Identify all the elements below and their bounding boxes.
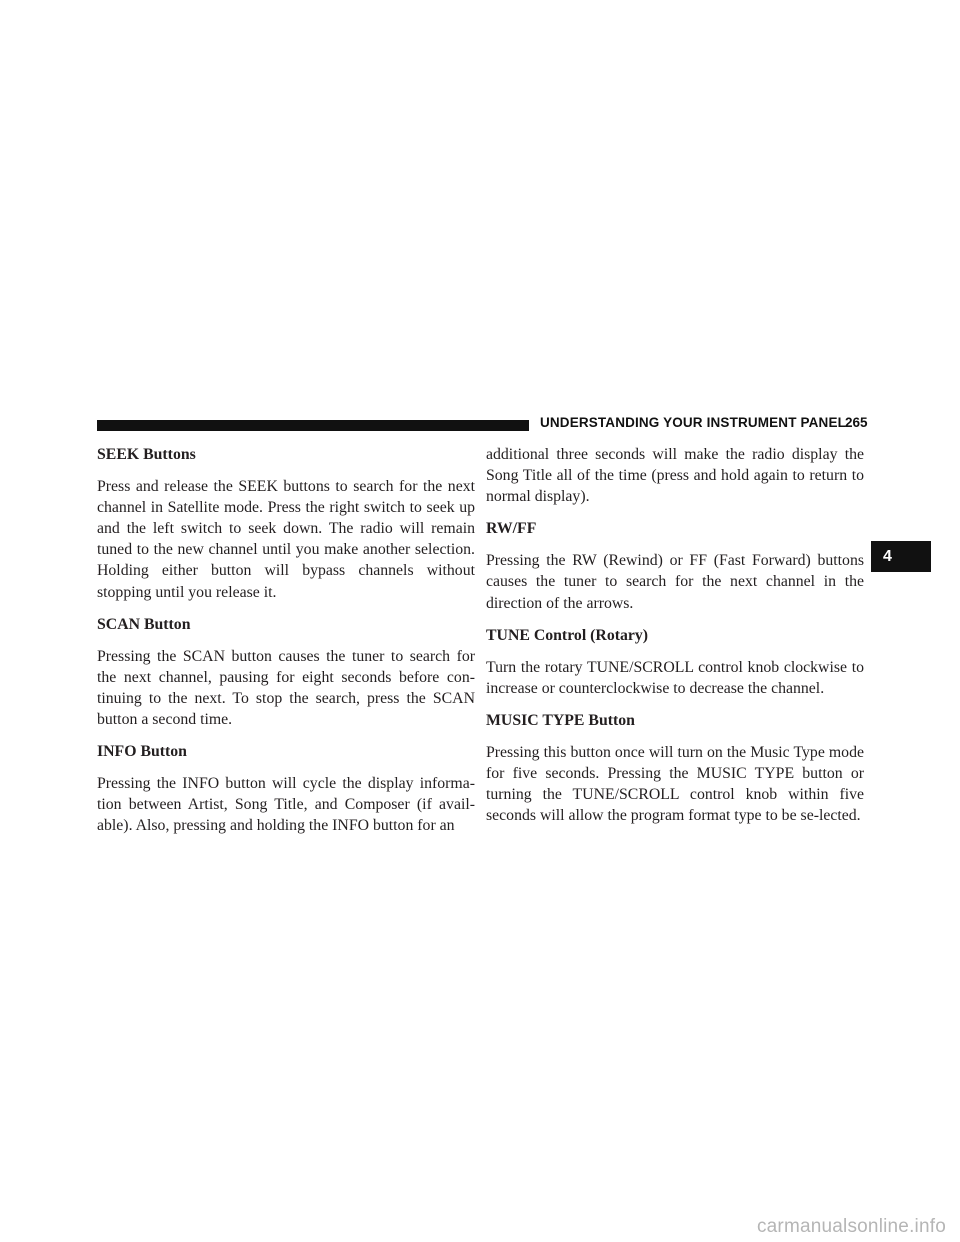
heading-music-type-button: MUSIC TYPE Button (486, 711, 635, 729)
paragraph-tune-control: Turn the rotary TUNE/SCROLL control knob clockwise to increase or counterclockwise to decrease the channel. (486, 658, 864, 697)
chapter-tab: 4 (871, 541, 931, 572)
header-rule (97, 420, 529, 431)
heading-seek-buttons: SEEK Buttons (97, 446, 196, 463)
paragraph-rw-ff: Pressing the RW (Rewind) or FF (Fast Forward) buttons causes the tuner to search for the next channel in the direction of the arrows. (486, 552, 864, 612)
heading-rw-ff: RW/FF (486, 520, 537, 538)
paragraph-seek-buttons: Press and release the SEEK buttons to search for the next channel in Satellite mode. Press the right switch to seek up and the left switch to seek down. The radio will remain tuned to the new channel until you make another selection. Holding either button will bypass channels without stopping until you release it. (97, 478, 475, 601)
heading-scan-button: SCAN Button (97, 615, 191, 633)
heading-info-button: INFO Button (97, 743, 187, 761)
watermark-text: carmanualsonline.info (756, 1216, 946, 1237)
heading-tune-control: TUNE Control (Rotary) (486, 626, 649, 644)
paragraph-info-button: Pressing the INFO button will cycle the display informa-tion between Artist, Song Title, and Composer (if avail-able). Also, pressing and holding the INFO button for an (97, 775, 475, 835)
left-column (97, 444, 475, 848)
page-number: 265 (845, 415, 868, 430)
paragraph-scan-button: Pressing the SCAN button causes the tuner to search for the next channel, pausing for eight seconds before con-tinuing to the next. To stop the search, press the SCAN button a second time. (97, 647, 475, 729)
right-column (486, 444, 864, 837)
paragraph-music-type-button: Pressing this button once will turn on the Music Type mode for five seconds. Pressing the MUSIC TYPE button or turning the TUNE/SCROLL control knob within five seconds will allow the program format type to be se-lected. (486, 744, 864, 825)
section-header-title: UNDERSTANDING YOUR INSTRUMENT PANEL (540, 415, 847, 430)
paragraph-info-continued: additional three seconds will make the radio display the Song Title all of the time (press and hold again to return to normal display). (486, 446, 864, 506)
